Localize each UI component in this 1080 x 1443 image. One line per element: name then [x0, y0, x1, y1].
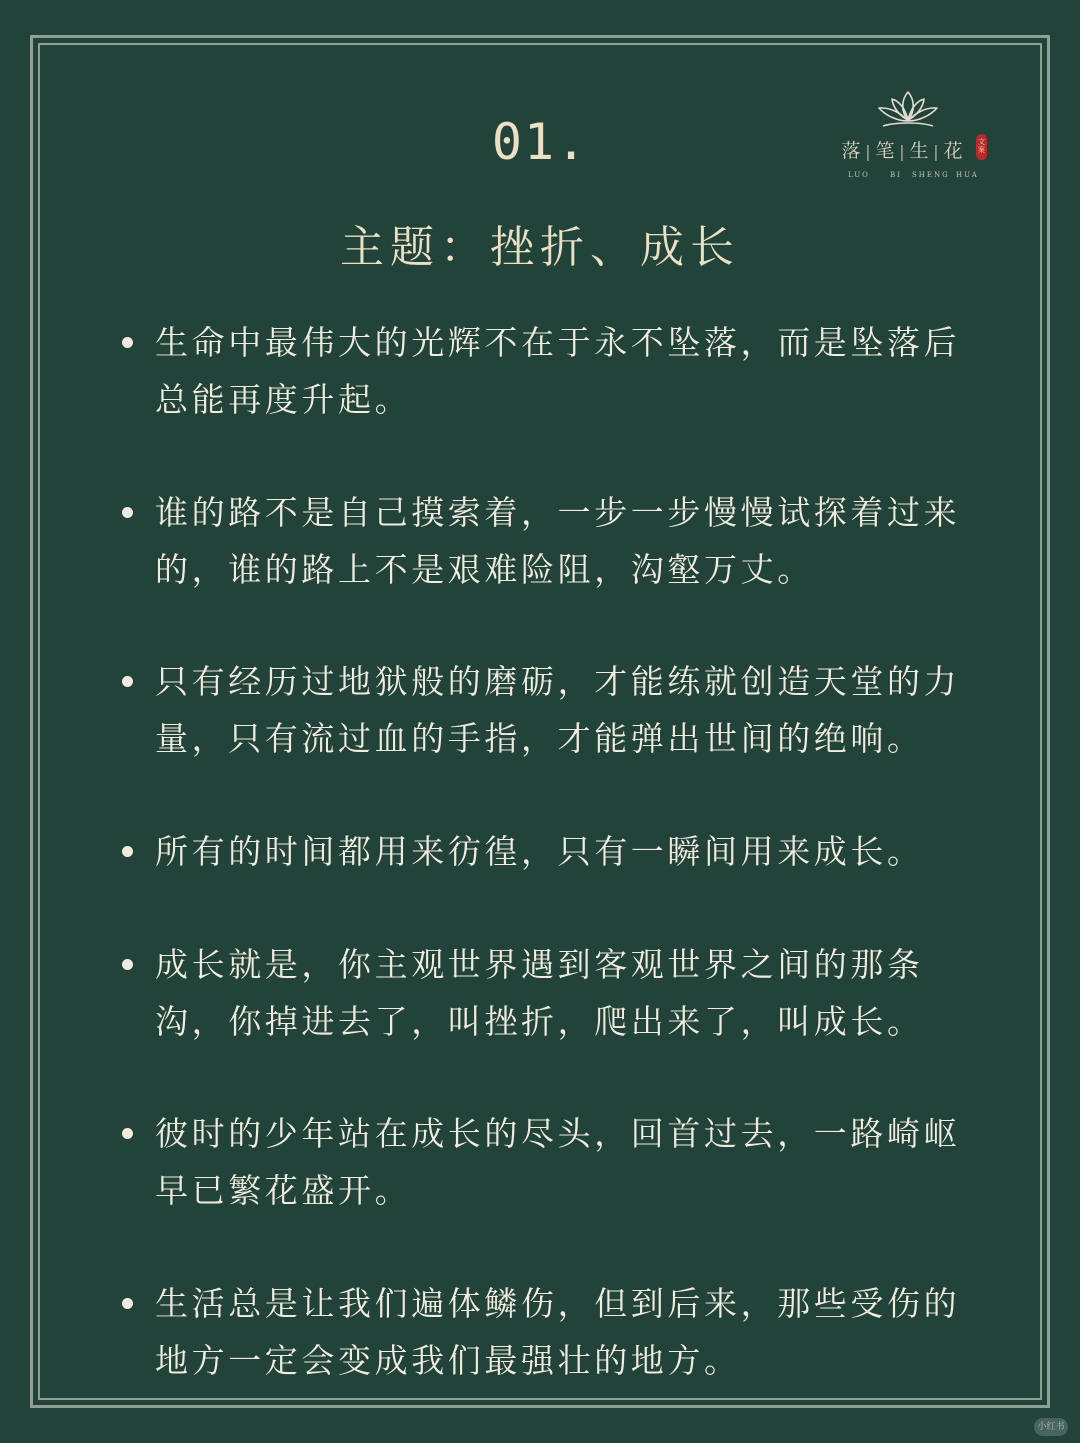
quote-text: 所有的时间都用来彷徨，只有一瞬间用来成长。 [155, 832, 924, 871]
bullet-dot [122, 337, 133, 348]
logo-romanization: LUO BI SHENG HUA [848, 171, 979, 179]
watermark: 小红书 [1034, 1418, 1068, 1436]
bullet-dot [122, 959, 133, 970]
logo-chinese-name: 落 | 笔 | 生 | 花 [841, 140, 963, 162]
quote-text: 生命中最伟大的光辉不在于永不坠落，而是坠落后总能再度升起。 [155, 323, 961, 419]
logo-seal: 文案 [976, 134, 987, 160]
quote-text: 只有经历过地狱般的磨砺，才能练就创造天堂的力量，只有流过血的手指，才能弹出世间的绝响。 [155, 662, 961, 758]
quote-text: 成长就是，你主观世界遇到客观世界之间的那条沟，你掉进去了，叫挫折，爬出来了，叫成长。 [155, 945, 924, 1041]
bullet-dot [122, 1128, 133, 1139]
bullet-dot [122, 507, 133, 518]
page-title: 主题：挫折、成长 [340, 222, 740, 273]
section-number: 01. [491, 113, 589, 171]
quote-text: 谁的路不是自己摸索着，一步一步慢慢试探着过来的，谁的路上不是艰难险阻，沟壑万丈。 [155, 493, 961, 589]
bullet-dot [122, 1298, 133, 1309]
bullet-dot [122, 676, 133, 687]
quote-text: 生活总是让我们遍体鳞伤，但到后来，那些受伤的地方一定会变成我们最强壮的地方。 [155, 1284, 961, 1380]
quote-text: 彼时的少年站在成长的尽头，回首过去，一路崎岖早已繁花盛开。 [155, 1114, 961, 1210]
bullet-dot [122, 846, 133, 857]
